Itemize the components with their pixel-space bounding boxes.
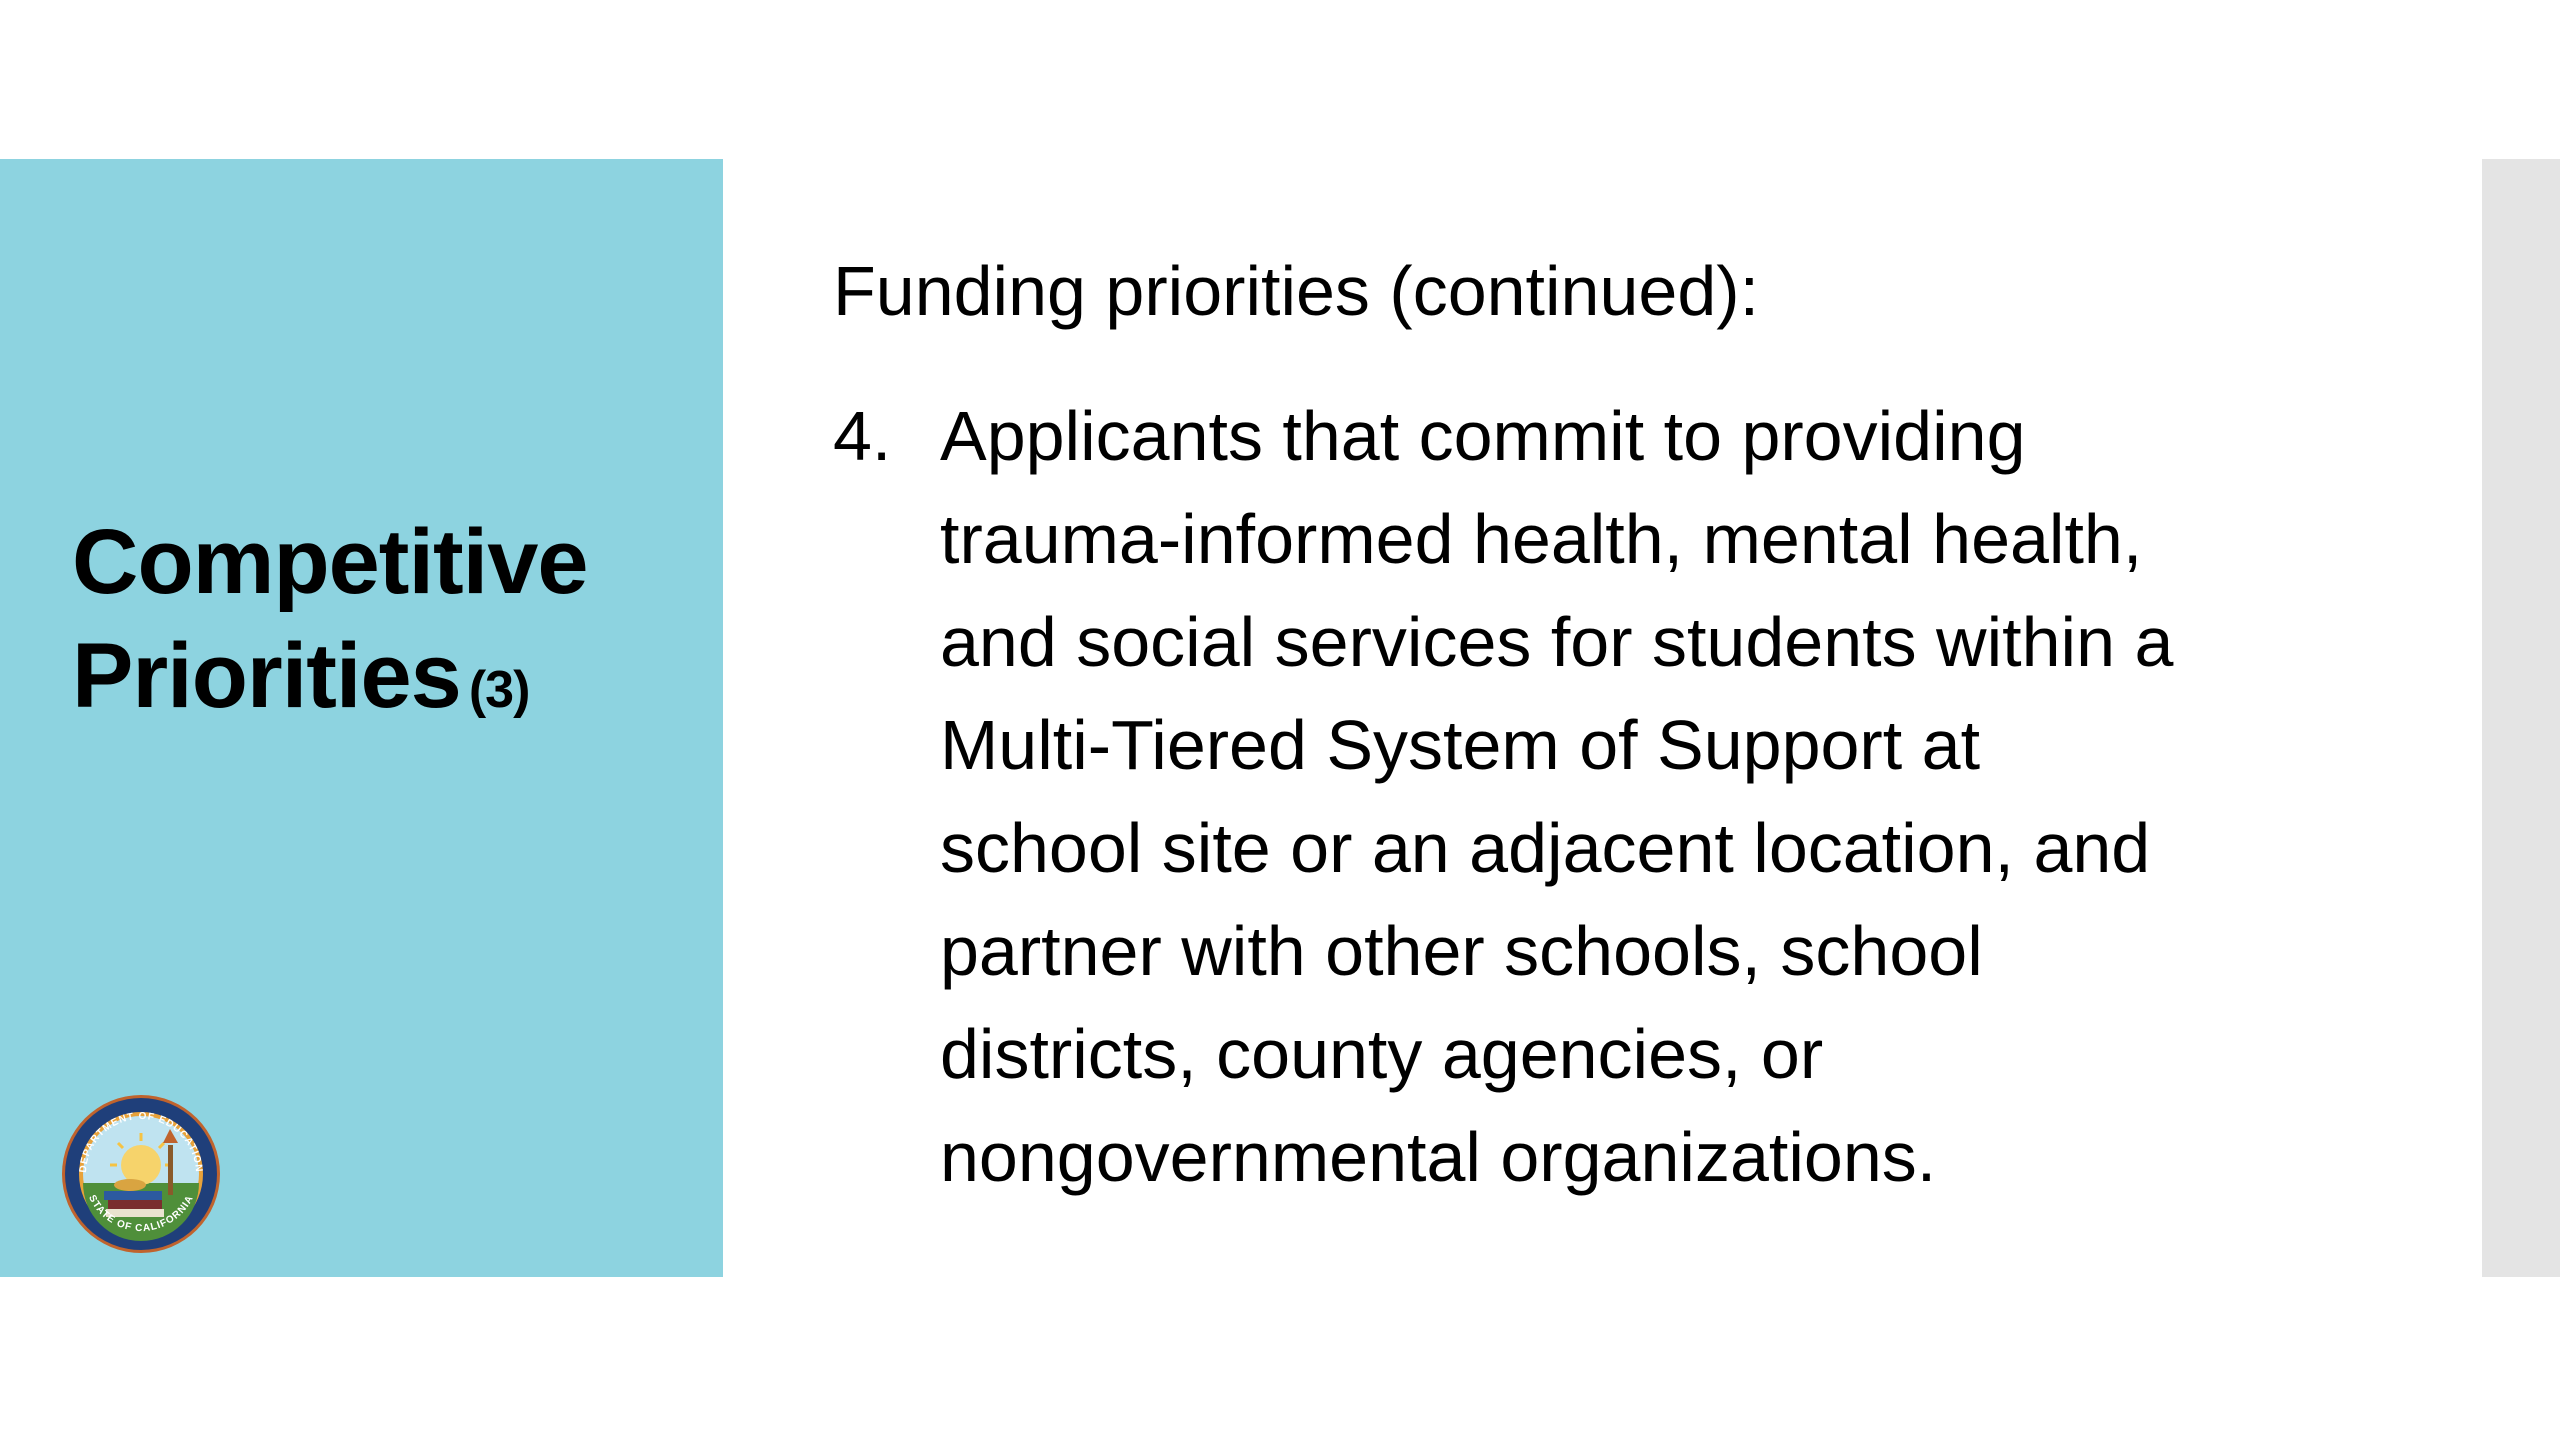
list-item-line: nongovernmental organizations. xyxy=(940,1118,1937,1196)
list-item-line: school site or an adjacent location, and xyxy=(940,809,2151,887)
list-item-line: trauma-informed health, mental health, xyxy=(940,500,2143,578)
slide-title xyxy=(72,505,692,747)
list-item xyxy=(833,385,2393,1209)
title-line-2 xyxy=(72,619,692,747)
list-item-line: Applicants that commit to providing xyxy=(940,397,2026,475)
content-area xyxy=(833,240,2393,1209)
svg-text:DEPARTMENT OF EDUCATION: DEPARTMENT OF EDUCATION xyxy=(77,1110,205,1174)
state-seal-icon xyxy=(60,1093,222,1255)
title-suffix: (3) xyxy=(468,661,530,719)
right-accent-strip xyxy=(2482,159,2560,1277)
list-item-line: districts, county agencies, or xyxy=(940,1015,1824,1093)
list-item-line: and social services for students within a xyxy=(940,603,2174,681)
list-item-line: partner with other schools, school xyxy=(940,912,1983,990)
title-line-1: Competitive xyxy=(72,511,588,613)
list-item-line: Multi-Tiered System of Support at xyxy=(940,706,1981,784)
svg-text:STATE OF CALIFORNIA: STATE OF CALIFORNIA xyxy=(86,1193,196,1235)
title-line-2-text: Priorities xyxy=(72,625,461,727)
intro-text: Funding priorities (continued): xyxy=(833,252,1760,330)
list-item-number: 4. xyxy=(833,397,892,475)
list-item-text xyxy=(940,385,2393,1209)
